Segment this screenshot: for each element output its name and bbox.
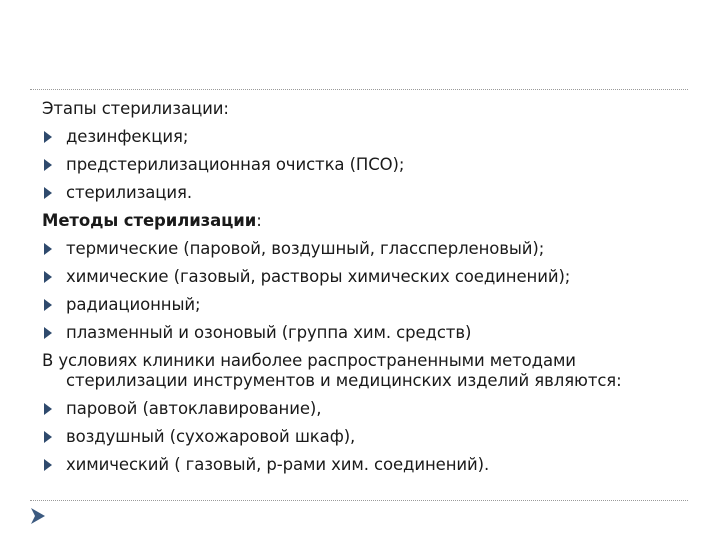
list-item-text: термические (паровой, воздушный, гласcперленовый); — [66, 239, 545, 258]
list-item — [42, 179, 692, 207]
list-item-text: плазменный и озоновый (группа хим. средств) — [66, 323, 472, 342]
methods-heading-bold: Методы стерилизации — [42, 211, 257, 230]
methods-heading — [42, 207, 692, 235]
paragraph-line-1: В условиях клиники наиболее распространенными методами — [42, 351, 576, 370]
triangle-bullet-icon — [44, 271, 52, 283]
triangle-bullet-icon — [44, 187, 52, 199]
triangle-bullet-icon — [44, 243, 52, 255]
list-item-text: паровой (автоклавирование), — [66, 399, 322, 418]
next-slide-arrow-icon[interactable] — [28, 507, 48, 525]
methods-heading-colon: : — [256, 211, 262, 230]
triangle-bullet-icon — [44, 459, 52, 471]
list-item — [42, 235, 692, 263]
triangle-bullet-icon — [44, 159, 52, 171]
list-item-text: предстерилизационная очистка (ПСО); — [66, 155, 405, 174]
list-item-text: радиационный; — [66, 295, 201, 314]
list-item — [42, 123, 692, 151]
triangle-bullet-icon — [44, 327, 52, 339]
list-item — [42, 151, 692, 179]
stages-heading: Этапы стерилизации: — [42, 99, 229, 118]
list-item — [42, 423, 692, 451]
triangle-bullet-icon — [44, 131, 52, 143]
list-item-text: стерилизация. — [66, 183, 193, 202]
triangle-bullet-icon — [44, 431, 52, 443]
list-item-text: химические (газовый, растворы химических соединений); — [66, 267, 571, 286]
triangle-bullet-icon — [44, 299, 52, 311]
top-divider — [30, 89, 688, 90]
paragraph-line-2: стерилизации инструментов и медицинских изделий являются: — [66, 371, 622, 390]
triangle-bullet-icon — [44, 403, 52, 415]
bottom-divider — [30, 500, 688, 501]
list-item-text: дезинфекция; — [66, 127, 189, 146]
list-item — [42, 451, 692, 479]
list-item — [42, 291, 692, 319]
list-item-text: воздушный (сухожаровой шкаф), — [66, 427, 356, 446]
list-item — [42, 263, 692, 291]
list-item — [42, 395, 692, 423]
list-item — [42, 319, 692, 347]
list-item-text: химический ( газовый, р-рами хим. соединений). — [66, 455, 490, 474]
slide-content — [42, 95, 692, 479]
